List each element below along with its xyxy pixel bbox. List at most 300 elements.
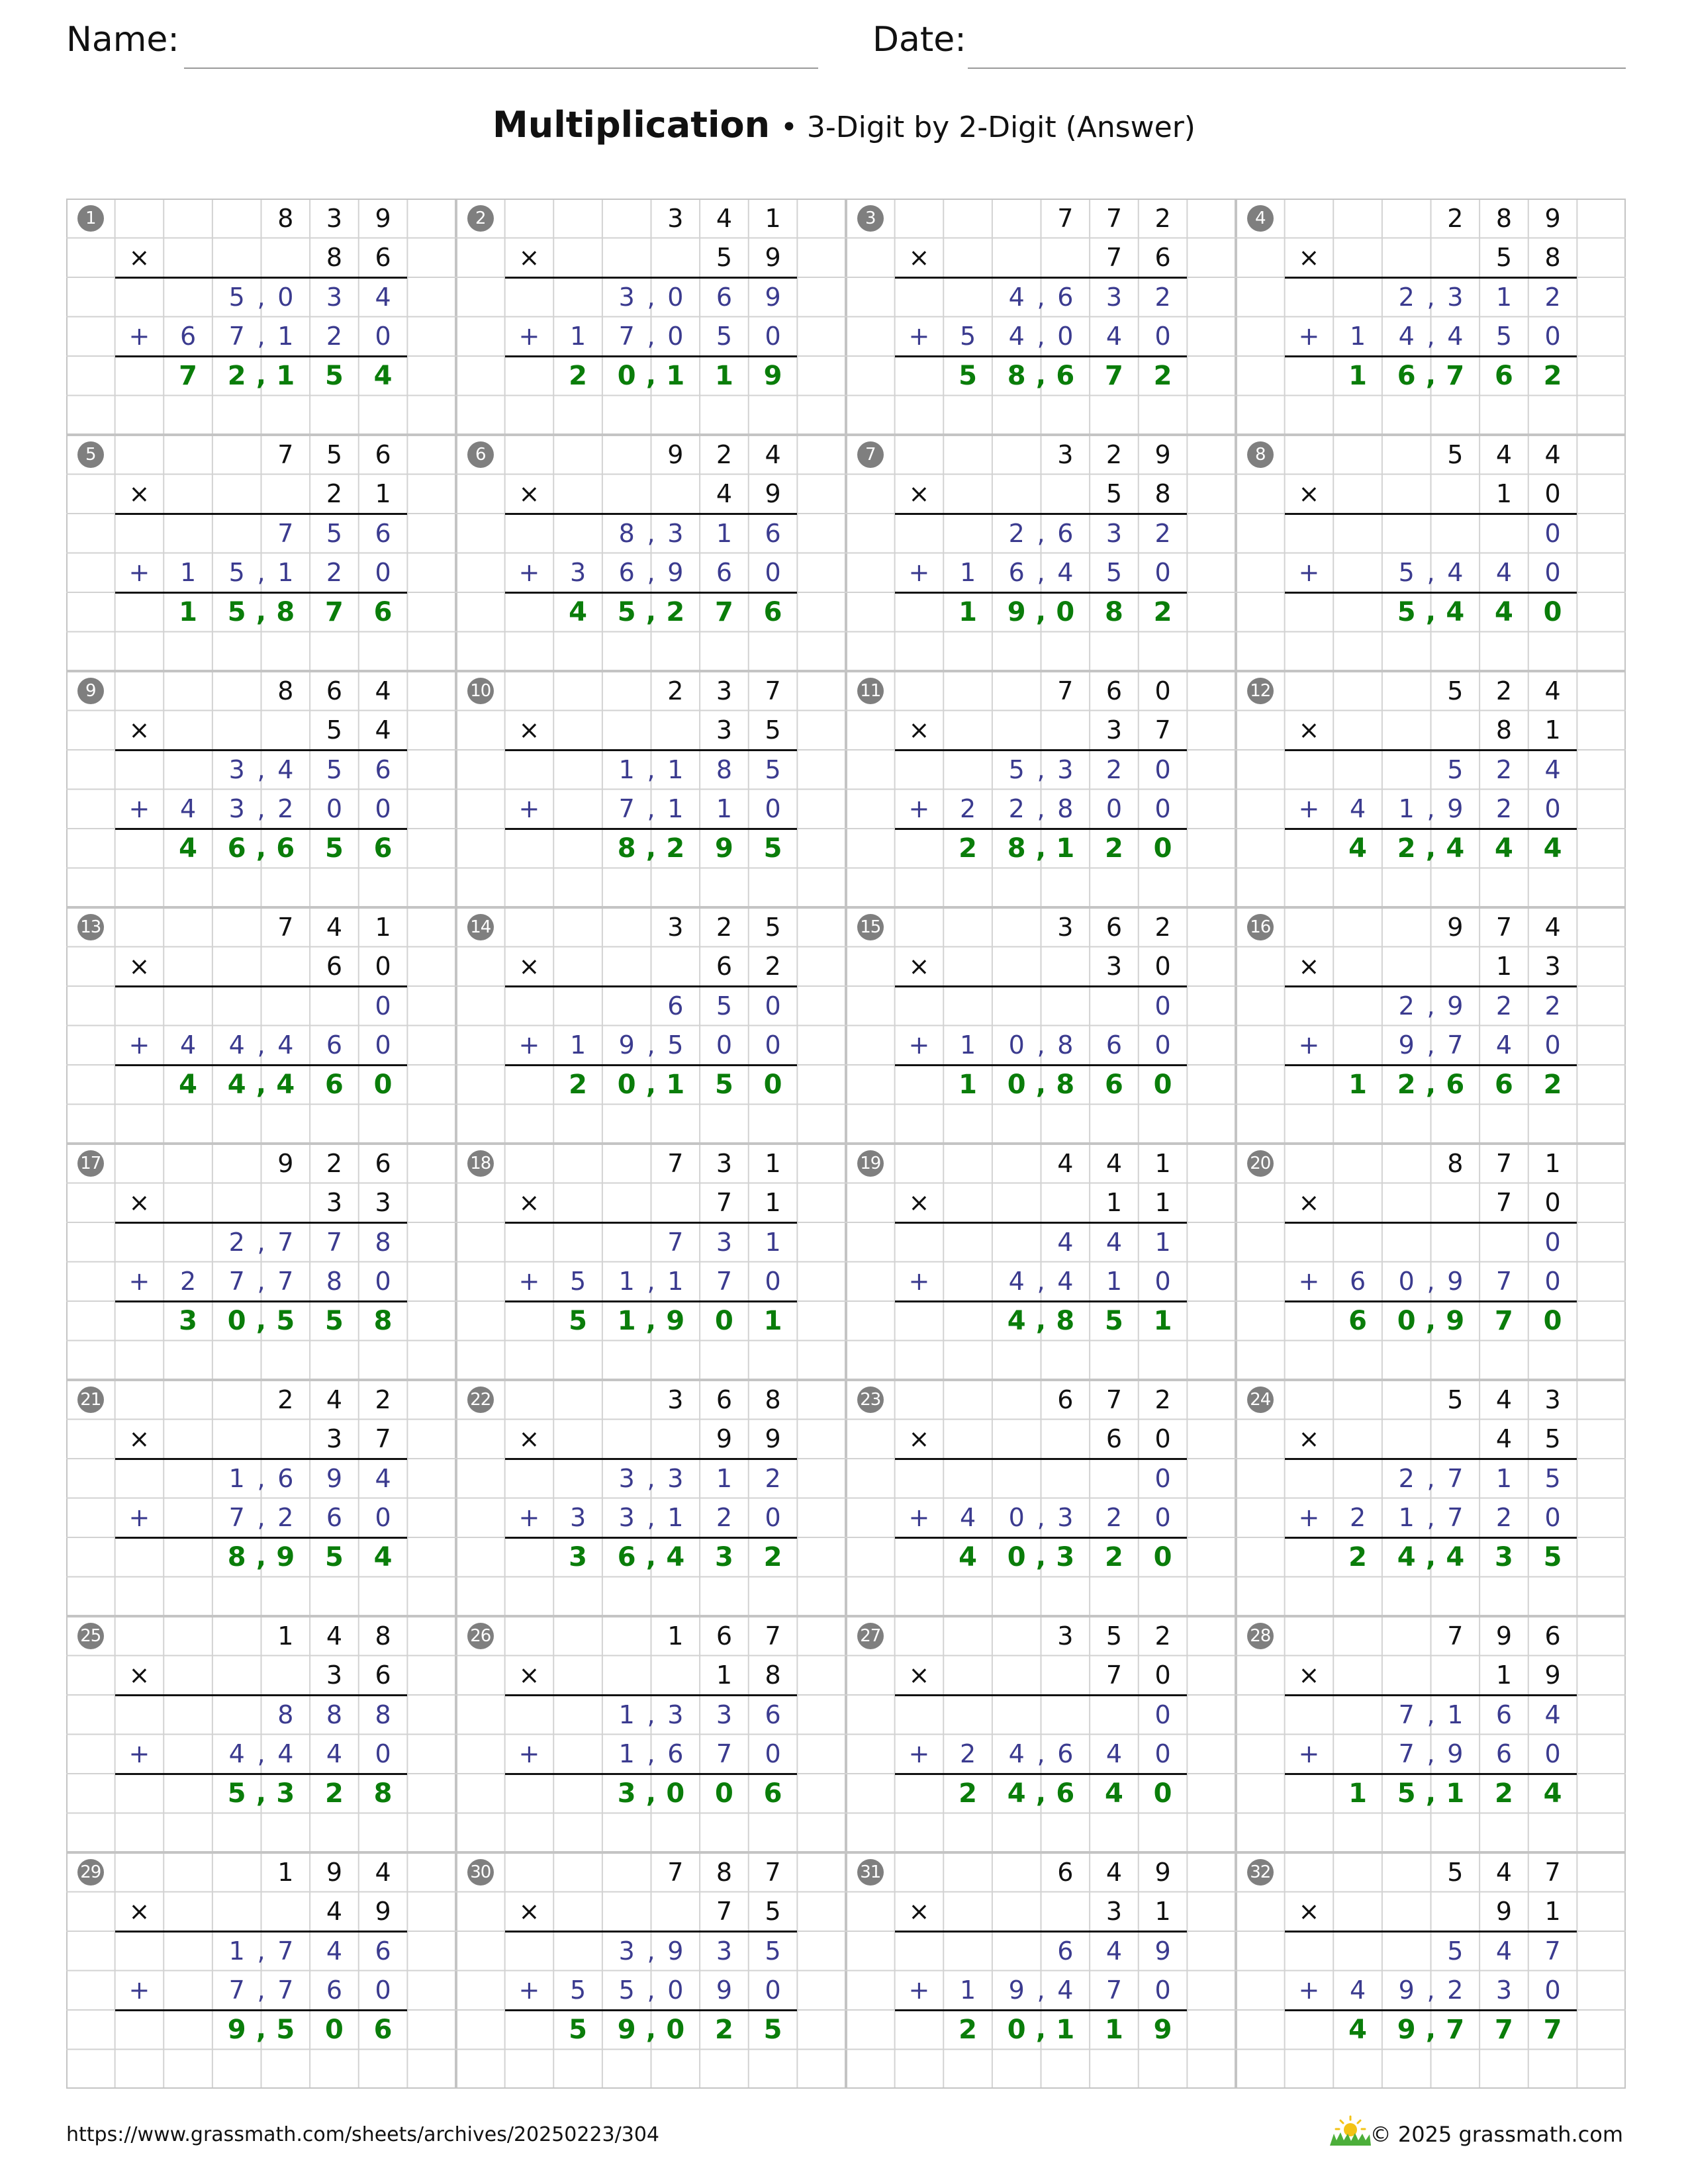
- partial-product-1-comma: ,: [1037, 282, 1045, 312]
- problem-sheet: [66, 199, 1626, 2089]
- partial-product-2-digit: 7: [1398, 1739, 1415, 1769]
- footer-copyright: © 2025 grassmath.com: [1370, 2122, 1623, 2147]
- plus-icon: +: [128, 322, 150, 351]
- multiplier-digit: 3: [716, 715, 733, 745]
- multiplicand-digit: 7: [277, 439, 294, 469]
- multiplicand-digit: 1: [765, 203, 781, 233]
- partial-product-1-digit: 6: [1495, 1700, 1513, 1729]
- partial-product-1-digit: 3: [618, 1936, 635, 1966]
- answer-digit: 1: [715, 360, 733, 391]
- partial-product-1-digit: 3: [1105, 518, 1123, 548]
- answer-digit: 1: [959, 1069, 977, 1100]
- multiplicand-digit: 3: [667, 1385, 684, 1414]
- multiplier-digit: 0: [1154, 952, 1171, 981]
- answer-comma: ,: [1035, 360, 1047, 391]
- answer-digit: 5: [1543, 1541, 1562, 1572]
- multiplicand-digit: 9: [1447, 912, 1464, 942]
- answer-comma: ,: [1035, 1778, 1047, 1809]
- partial-product-2-digit: 6: [1008, 558, 1025, 588]
- problem-number-badge: 20: [1247, 1150, 1274, 1177]
- multiplicand-digit: 2: [716, 439, 733, 469]
- plus-icon: +: [908, 1267, 930, 1297]
- partial-product-1-digit: 6: [375, 518, 391, 548]
- multiplier-digit: 3: [326, 1188, 343, 1218]
- partial-product-2-comma: ,: [1037, 1739, 1045, 1769]
- partial-product-1-digit: 2: [1544, 282, 1561, 312]
- answer-digit: 7: [179, 360, 197, 391]
- answer-digit: 4: [276, 1069, 295, 1100]
- plus-icon: +: [1298, 322, 1320, 351]
- times-icon: ×: [518, 1424, 540, 1454]
- times-icon: ×: [908, 1424, 930, 1454]
- answer-digit: 4: [1007, 1305, 1026, 1336]
- multiplier-digit: 8: [1154, 479, 1171, 509]
- times-icon: ×: [518, 1661, 540, 1690]
- partial-product-1-comma: ,: [257, 754, 265, 784]
- partial-product-1-digit: 1: [1447, 1700, 1464, 1729]
- partial-product-2-comma: ,: [1037, 1976, 1045, 2005]
- problem-number-badge: 22: [467, 1387, 494, 1413]
- answer-digit: 1: [1153, 1305, 1172, 1336]
- answer-digit: 5: [325, 360, 344, 391]
- partial-product-1-digit: 8: [375, 1227, 391, 1257]
- problem-number-badge: 11: [857, 678, 884, 704]
- partial-product-2-digit: 8: [1057, 794, 1074, 824]
- answer-digit: 0: [666, 1778, 685, 1809]
- multiplicand-digit: 9: [1495, 1621, 1513, 1651]
- partial-product-2-digit: 4: [228, 1030, 245, 1060]
- answer-digit: 6: [763, 1778, 782, 1809]
- partial-product-2-digit: 2: [1008, 794, 1025, 824]
- problem-number-badge: 9: [77, 678, 104, 704]
- multiplicand-digit: 3: [716, 676, 733, 705]
- answer-digit: 7: [1446, 360, 1465, 391]
- multiplier-digit: 3: [1105, 1897, 1123, 1927]
- multiplicand-digit: 8: [375, 1621, 391, 1651]
- partial-product-1-digit: 2: [765, 1463, 781, 1493]
- partial-product-2-comma: ,: [1427, 1503, 1435, 1533]
- multiplicand-digit: 7: [1447, 1621, 1464, 1651]
- partial-product-2-digit: 0: [375, 794, 391, 824]
- multiplicand-digit: 8: [716, 1857, 733, 1887]
- answer-digit: 8: [617, 833, 636, 864]
- multiplier-digit: 5: [1544, 1424, 1561, 1454]
- answer-digit: 3: [276, 1778, 295, 1809]
- partial-product-1-digit: 6: [375, 754, 391, 784]
- answer-digit: 4: [1397, 1541, 1416, 1572]
- answer-digit: 3: [617, 1778, 636, 1809]
- partial-product-2-digit: 2: [326, 322, 343, 351]
- answer-comma: ,: [645, 596, 657, 627]
- partial-product-2-digit: 7: [277, 1976, 294, 2005]
- partial-product-2-digit: 0: [1154, 1030, 1171, 1060]
- partial-product-1-digit: 9: [765, 282, 781, 312]
- answer-comma: ,: [1035, 2014, 1047, 2045]
- answer-digit: 0: [1543, 596, 1562, 627]
- multiplier-digit: 5: [765, 1897, 781, 1927]
- answer-digit: 1: [666, 360, 685, 391]
- plus-icon: +: [1298, 558, 1320, 588]
- answer-digit: 9: [1153, 2014, 1172, 2045]
- times-icon: ×: [518, 1188, 540, 1218]
- plus-icon: +: [1298, 1739, 1320, 1769]
- partial-product-1-digit: 3: [667, 1700, 684, 1729]
- answer-digit: 6: [1495, 360, 1513, 391]
- partial-product-2-digit: 0: [765, 1739, 781, 1769]
- answer-comma: ,: [1425, 1541, 1436, 1572]
- partial-product-2-digit: 1: [1105, 1267, 1123, 1297]
- answer-comma: ,: [645, 1778, 657, 1809]
- partial-product-2-digit: 7: [618, 322, 635, 351]
- partial-product-1-digit: 2: [1398, 1463, 1415, 1493]
- answer-digit: 8: [373, 1778, 393, 1809]
- answer-digit: 0: [617, 1069, 636, 1100]
- answer-digit: 5: [276, 1305, 295, 1336]
- plus-icon: +: [128, 1030, 150, 1060]
- partial-product-2-digit: 7: [228, 322, 245, 351]
- partial-product-2-digit: 6: [326, 1503, 343, 1533]
- answer-digit: 8: [1056, 1305, 1075, 1336]
- answer-digit: 9: [1007, 596, 1026, 627]
- partial-product-2-digit: 9: [1008, 1976, 1025, 2005]
- partial-product-1-digit: 2: [1398, 991, 1415, 1021]
- multiplier-digit: 1: [1544, 1897, 1561, 1927]
- partial-product-2-digit: 0: [765, 558, 781, 588]
- multiplier-digit: 8: [1544, 243, 1561, 273]
- partial-product-2-digit: 5: [1495, 322, 1513, 351]
- answer-digit: 6: [1397, 360, 1416, 391]
- partial-product-1-digit: 4: [1544, 1700, 1561, 1729]
- partial-product-2-digit: 1: [667, 1503, 684, 1533]
- partial-product-2-digit: 0: [667, 322, 684, 351]
- answer-digit: 7: [1105, 360, 1123, 391]
- multiplicand-digit: 9: [277, 1148, 294, 1178]
- partial-product-2-digit: 2: [1447, 1976, 1464, 2005]
- answer-digit: 3: [179, 1305, 197, 1336]
- partial-product-1-digit: 8: [716, 754, 733, 784]
- multiplicand-digit: 7: [277, 912, 294, 942]
- partial-product-1-digit: 9: [326, 1463, 343, 1493]
- multiplier-digit: 8: [765, 1661, 781, 1690]
- partial-product-1-digit: 0: [375, 991, 391, 1021]
- multiplicand-digit: 1: [1544, 1148, 1561, 1178]
- partial-product-1-digit: 4: [1105, 1936, 1123, 1966]
- answer-digit: 6: [1446, 1069, 1465, 1100]
- multiplicand-digit: 4: [375, 1857, 391, 1887]
- multiplicand-digit: 4: [716, 203, 733, 233]
- partial-product-2-comma: ,: [1037, 1503, 1045, 1533]
- answer-digit: 5: [959, 360, 977, 391]
- partial-product-1-digit: 3: [1447, 282, 1464, 312]
- answer-digit: 0: [1007, 2014, 1026, 2045]
- multiplier-digit: 0: [1154, 1661, 1171, 1690]
- partial-product-1-digit: 6: [1057, 518, 1074, 548]
- partial-product-2-digit: 0: [1154, 558, 1171, 588]
- multiplicand-digit: 0: [1154, 676, 1171, 705]
- problem-number-badge: 29: [77, 1859, 104, 1886]
- times-icon: ×: [908, 1897, 930, 1927]
- name-line[interactable]: [184, 68, 818, 69]
- problem-number-badge: 28: [1247, 1623, 1274, 1649]
- multiplicand-digit: 3: [1544, 1385, 1561, 1414]
- answer-digit: 6: [1495, 1069, 1513, 1100]
- answer-digit: 2: [569, 360, 587, 391]
- partial-product-2-digit: 0: [326, 794, 343, 824]
- partial-product-1-digit: 0: [1544, 1227, 1561, 1257]
- multiplier-digit: 6: [1154, 243, 1171, 273]
- partial-product-1-digit: 2: [1495, 754, 1513, 784]
- answer-digit: 2: [1105, 833, 1123, 864]
- answer-comma: ,: [1425, 360, 1436, 391]
- multiplicand-digit: 3: [716, 1148, 733, 1178]
- times-icon: ×: [908, 1188, 930, 1218]
- multiplier-digit: 7: [716, 1188, 733, 1218]
- partial-product-2-comma: ,: [257, 1267, 265, 1297]
- problem-number-badge: 17: [77, 1150, 104, 1177]
- answer-comma: ,: [1425, 596, 1436, 627]
- plus-icon: +: [518, 1503, 540, 1533]
- partial-product-1-digit: 3: [667, 518, 684, 548]
- answer-digit: 2: [1105, 1541, 1123, 1572]
- times-icon: ×: [518, 243, 540, 273]
- answer-digit: 5: [763, 2014, 782, 2045]
- answer-digit: 2: [1153, 596, 1172, 627]
- problem-number-badge: 19: [857, 1150, 884, 1177]
- times-icon: ×: [128, 715, 150, 745]
- multiplicand-digit: 1: [277, 1857, 294, 1887]
- partial-product-2-digit: 5: [667, 1030, 684, 1060]
- partial-product-2-digit: 0: [1154, 1503, 1171, 1533]
- partial-product-2-digit: 5: [716, 322, 733, 351]
- answer-digit: 5: [325, 833, 344, 864]
- problem-number-badge: 21: [77, 1387, 104, 1413]
- partial-product-1-digit: 0: [765, 991, 781, 1021]
- times-icon: ×: [908, 243, 930, 273]
- plus-icon: +: [128, 1503, 150, 1533]
- partial-product-2-digit: 5: [1398, 558, 1415, 588]
- answer-comma: ,: [1425, 833, 1436, 864]
- answer-digit: 2: [959, 833, 977, 864]
- partial-product-2-digit: 4: [1057, 1976, 1074, 2005]
- answer-digit: 4: [179, 833, 197, 864]
- answer-digit: 6: [373, 2014, 393, 2045]
- partial-product-1-digit: 4: [1057, 1227, 1074, 1257]
- answer-digit: 8: [227, 1541, 246, 1572]
- answer-comma: ,: [1425, 1778, 1436, 1809]
- multiplier-digit: 8: [326, 243, 343, 273]
- multiplier-digit: 3: [1105, 952, 1123, 981]
- problem-number-badge: 31: [857, 1859, 884, 1886]
- answer-digit: 3: [569, 1541, 587, 1572]
- partial-product-2-digit: 1: [716, 794, 733, 824]
- partial-product-2-digit: 1: [277, 322, 294, 351]
- partial-product-2-digit: 0: [765, 1030, 781, 1060]
- partial-product-1-digit: 5: [326, 754, 343, 784]
- times-icon: ×: [908, 715, 930, 745]
- multiplier-digit: 5: [765, 715, 781, 745]
- multiplier-digit: 2: [765, 952, 781, 981]
- problem-number-badge: 6: [467, 441, 494, 468]
- multiplicand-digit: 2: [1154, 912, 1171, 942]
- answer-digit: 5: [763, 833, 782, 864]
- answer-digit: 0: [715, 1778, 733, 1809]
- answer-digit: 4: [569, 596, 587, 627]
- plus-icon: +: [518, 1030, 540, 1060]
- multiplicand-digit: 1: [1154, 1148, 1171, 1178]
- problem-number-badge: 16: [1247, 914, 1274, 940]
- partial-product-2-digit: 0: [765, 1267, 781, 1297]
- multiplier-digit: 3: [1105, 715, 1123, 745]
- partial-product-1-digit: 5: [716, 991, 733, 1021]
- partial-product-2-digit: 4: [1008, 1739, 1025, 1769]
- partial-product-2-digit: 0: [1105, 794, 1123, 824]
- answer-digit: 2: [1495, 1778, 1513, 1809]
- partial-product-2-digit: 4: [959, 1503, 976, 1533]
- partial-product-1-digit: 7: [277, 518, 294, 548]
- problem-number-badge: 2: [467, 205, 494, 232]
- multiplicand-digit: 4: [1105, 1148, 1123, 1178]
- answer-comma: ,: [1035, 833, 1047, 864]
- multiplier-digit: 1: [1495, 479, 1513, 509]
- partial-product-2-digit: 0: [1544, 1739, 1561, 1769]
- multiplicand-digit: 7: [1057, 203, 1074, 233]
- multiplicand-digit: 4: [1495, 439, 1513, 469]
- partial-product-1-digit: 4: [1495, 1936, 1513, 1966]
- partial-product-1-digit: 1: [1495, 282, 1513, 312]
- answer-digit: 6: [1056, 1778, 1075, 1809]
- multiplicand-digit: 5: [1105, 1621, 1123, 1651]
- partial-product-2-digit: 9: [716, 1976, 733, 2005]
- partial-product-1-digit: 1: [716, 1463, 733, 1493]
- partial-product-1-digit: 2: [228, 1227, 245, 1257]
- partial-product-2-digit: 2: [1349, 1503, 1366, 1533]
- times-icon: ×: [1298, 1661, 1320, 1690]
- answer-comma: ,: [645, 1069, 657, 1100]
- partial-product-1-digit: 3: [618, 282, 635, 312]
- times-icon: ×: [1298, 243, 1320, 273]
- partial-product-1-digit: 1: [618, 1700, 635, 1729]
- partial-product-2-digit: 0: [375, 1503, 391, 1533]
- plus-icon: +: [1298, 1030, 1320, 1060]
- problem-number-badge: 25: [77, 1623, 104, 1649]
- partial-product-2-digit: 7: [277, 1267, 294, 1297]
- times-icon: ×: [518, 715, 540, 745]
- answer-digit: 1: [959, 596, 977, 627]
- partial-product-1-digit: 9: [1447, 991, 1464, 1021]
- multiplier-digit: 5: [1105, 479, 1123, 509]
- multiplier-digit: 5: [716, 243, 733, 273]
- times-icon: ×: [518, 1897, 540, 1927]
- answer-digit: 5: [276, 2014, 295, 2045]
- answer-digit: 2: [1397, 833, 1416, 864]
- answer-digit: 9: [1446, 1305, 1465, 1336]
- answer-digit: 0: [1153, 833, 1172, 864]
- multiplicand-digit: 3: [1057, 439, 1074, 469]
- date-line[interactable]: [968, 68, 1626, 69]
- answer-digit: 9: [715, 833, 733, 864]
- answer-digit: 0: [373, 1069, 393, 1100]
- multiplier-digit: 0: [375, 952, 391, 981]
- answer-digit: 1: [1056, 2014, 1075, 2045]
- answer-digit: 1: [666, 1069, 685, 1100]
- answer-digit: 1: [179, 596, 197, 627]
- multiplicand-digit: 2: [1154, 1621, 1171, 1651]
- plus-icon: +: [908, 1739, 930, 1769]
- partial-product-1-comma: ,: [1037, 754, 1045, 784]
- multiplicand-digit: 6: [1105, 912, 1123, 942]
- partial-product-2-digit: 4: [1105, 322, 1123, 351]
- answer-digit: 5: [715, 1069, 733, 1100]
- partial-product-2-digit: 2: [277, 794, 294, 824]
- multiplicand-digit: 1: [667, 1621, 684, 1651]
- partial-product-1-comma: ,: [647, 754, 655, 784]
- answer-digit: 1: [276, 360, 295, 391]
- answer-digit: 2: [763, 1541, 782, 1572]
- multiplicand-digit: 2: [1447, 203, 1464, 233]
- multiplier-digit: 4: [1495, 1424, 1513, 1454]
- answer-digit: 6: [617, 1541, 636, 1572]
- multiplicand-digit: 4: [765, 439, 781, 469]
- partial-product-2-digit: 0: [765, 322, 781, 351]
- answer-digit: 7: [1495, 2014, 1513, 2045]
- partial-product-1-comma: ,: [647, 1463, 655, 1493]
- times-icon: ×: [518, 952, 540, 981]
- partial-product-2-comma: ,: [647, 1976, 655, 2005]
- answer-digit: 0: [1007, 1541, 1026, 1572]
- partial-product-2-digit: 2: [716, 1503, 733, 1533]
- multiplicand-digit: 9: [1544, 203, 1561, 233]
- partial-product-1-digit: 6: [1057, 282, 1074, 312]
- partial-product-1-digit: 6: [765, 1700, 781, 1729]
- partial-product-2-digit: 6: [326, 1030, 343, 1060]
- answer-digit: 9: [1397, 2014, 1416, 2045]
- partial-product-2-digit: 0: [375, 1030, 391, 1060]
- partial-product-2-digit: 9: [667, 558, 684, 588]
- partial-product-2-digit: 4: [326, 1739, 343, 1769]
- answer-digit: 0: [1397, 1305, 1416, 1336]
- problem-number-badge: 1: [77, 205, 104, 232]
- multiplier-digit: 9: [765, 479, 781, 509]
- multiplier-digit: 9: [765, 243, 781, 273]
- partial-product-1-digit: 1: [1495, 1463, 1513, 1493]
- multiplicand-digit: 7: [765, 1621, 781, 1651]
- partial-product-2-digit: 2: [959, 1739, 976, 1769]
- answer-comma: ,: [1035, 1069, 1047, 1100]
- answer-comma: ,: [256, 1541, 267, 1572]
- answer-digit: 9: [617, 2014, 636, 2045]
- answer-digit: 8: [1007, 833, 1026, 864]
- partial-product-2-digit: 7: [1447, 1030, 1464, 1060]
- multiplicand-digit: 2: [716, 912, 733, 942]
- answer-digit: 4: [959, 1541, 977, 1572]
- multiplicand-digit: 7: [1544, 1857, 1561, 1887]
- answer-digit: 6: [227, 833, 246, 864]
- partial-product-2-digit: 2: [179, 1267, 197, 1297]
- times-icon: ×: [1298, 1188, 1320, 1218]
- answer-comma: ,: [1425, 1305, 1436, 1336]
- answer-comma: ,: [645, 1541, 657, 1572]
- multiplicand-digit: 2: [326, 1148, 343, 1178]
- times-icon: ×: [1298, 479, 1320, 509]
- answer-comma: ,: [645, 360, 657, 391]
- problem-number-badge: 18: [467, 1150, 494, 1177]
- multiplicand-digit: 2: [375, 1385, 391, 1414]
- multiplicand-digit: 8: [277, 676, 294, 705]
- answer-digit: 4: [373, 360, 393, 391]
- partial-product-2-digit: 2: [1495, 794, 1513, 824]
- partial-product-2-comma: ,: [647, 1739, 655, 1769]
- answer-digit: 5: [325, 1305, 344, 1336]
